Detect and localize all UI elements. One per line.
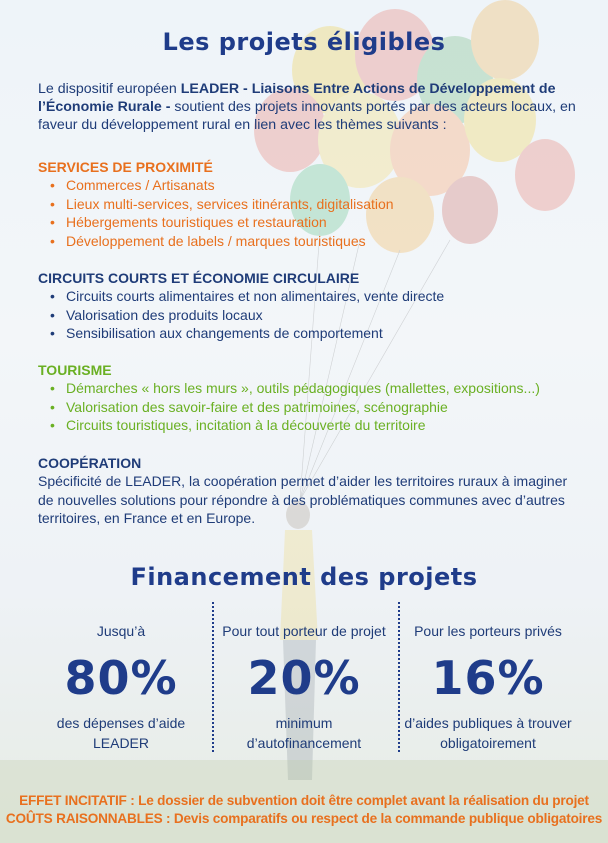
financement-bottom-label: des dépenses d’aide LEADER [56, 715, 186, 751]
section-circuits-list [38, 287, 598, 343]
list-item: • Commerces / Artisanats [50, 176, 598, 195]
section-circuits-title: CIRCUITS COURTS ET ÉCONOMIE CIRCULAIRE [38, 270, 360, 286]
list-item: • Circuits touristiques, incitation à la découverte du territoire [50, 416, 598, 435]
list-item: • Valorisation des produits locaux [50, 306, 598, 325]
intro-text-bold: LEADER - Liaisons Entre Actions de Développement de l’Économie Rurale - [38, 81, 556, 115]
financement-percentage: 80% [64, 651, 178, 705]
financement-top-label [36, 601, 206, 641]
section-tourisme-title: TOURISME [38, 362, 112, 378]
intro-paragraph [38, 80, 578, 134]
column-divider [398, 602, 400, 752]
list-item: • Développement de labels / marques touristiques [50, 232, 598, 251]
column-divider [212, 602, 214, 752]
financement-top-text: Pour tout porteur de projet [222, 623, 386, 639]
section-circuits [38, 270, 598, 343]
intro-text-end: soutient des projets innovants portés par des acteurs locaux, en faveur du développement rural en lien avec les thèmes suivants : [38, 99, 576, 133]
section-cooperation-text: Spécificité de LEADER, la coopération permet d’aider les territoires ruraux à imaginer de nouvelles solutions pour répondre à des problématiques communes avec d’autres territoires, en France et en Europe. [38, 473, 568, 526]
financement-bottom-label: minimum d’autofinancement [246, 715, 362, 751]
intro-text-start: Le dispositif européen [38, 81, 181, 97]
section-cooperation [38, 455, 598, 528]
financement-column-leader [36, 601, 206, 753]
footer-effet-incitatif: EFFET INCITATIF : Le dossier de subvention doit être complet avant la réalisation du projet [19, 793, 589, 808]
section-cooperation-title: COOPÉRATION [38, 455, 142, 471]
title-eligible-projects: Les projets éligibles [162, 28, 446, 56]
financement-top-label [219, 601, 389, 641]
financement-top-text: Pour les porteurs privés [414, 623, 562, 639]
list-item: • Sensibilisation aux changements de comportement [50, 324, 598, 343]
list-item: • Démarches « hors les murs », outils pédagogiques (mallettes, expositions...) [50, 379, 598, 398]
financement-top-text: Jusqu’à [96, 623, 146, 639]
section-tourisme [38, 362, 598, 435]
financement-bottom-label: d’aides publiques à trouver obligatoirement [404, 715, 572, 751]
financement-top-label [403, 601, 573, 641]
list-item: • Hébergements touristiques et restauration [50, 213, 598, 232]
financement-percentage: 16% [431, 651, 545, 705]
footer-couts-raisonnables: COÛTS RAISONNABLES : Devis comparatifs ou respect de la commande publique obligatoires [5, 811, 603, 826]
title-financement: Financement des projets [130, 563, 478, 591]
financement-column-autofinancement [219, 601, 389, 753]
section-tourisme-list [38, 379, 598, 435]
list-item: • Valorisation des savoir-faire et des patrimoines, scénographie [50, 398, 598, 417]
financement-percentage: 20% [247, 651, 361, 705]
financement-column-prives [403, 601, 573, 753]
section-services [38, 159, 598, 250]
list-item: • Circuits courts alimentaires et non alimentaires, vente directe [50, 287, 598, 306]
list-item: • Lieux multi-services, services itinérants, digitalisation [50, 195, 598, 214]
section-services-list [38, 176, 598, 250]
section-services-title: SERVICES DE PROXIMITÉ [38, 159, 213, 175]
